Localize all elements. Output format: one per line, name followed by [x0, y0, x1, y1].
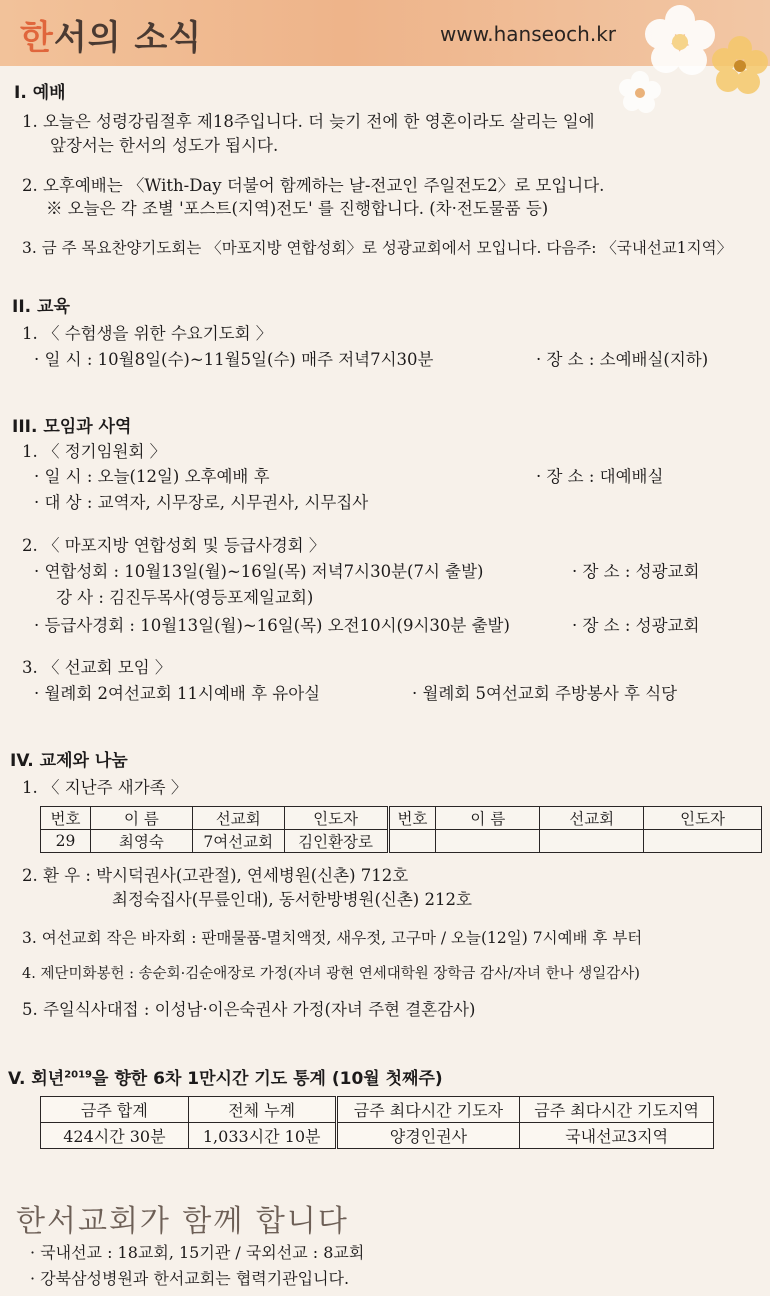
table-cell: 국내선교3지역	[520, 1123, 714, 1149]
header-cell: 번호	[388, 807, 436, 830]
footer-title: 한서교회가 함께 합니다	[16, 1204, 349, 1239]
new-family-title: 1. 〈 지난주 새가족 〉	[22, 778, 188, 797]
meeting-2-revival-place: · 장 소 : 성광교회	[572, 562, 700, 581]
table-row	[41, 1123, 714, 1149]
header-cell: 금주 최다시간 기도지역	[520, 1097, 714, 1123]
worship-item-2: 2. 오후예배는 〈With-Day 더불어 함께하는 날-전교인 주일전도2〉로 모입니다.	[22, 176, 605, 195]
header-cell: 금주 최다시간 기도자	[336, 1097, 520, 1123]
meeting-1-target: · 대 상 : 교역자, 시무장로, 시무권사, 시무집사	[34, 493, 369, 512]
header-cell: 번호	[41, 807, 91, 830]
table-cell	[388, 830, 436, 853]
table-cell: 최영숙	[90, 830, 192, 853]
page-title	[20, 10, 202, 59]
worship-item-1: 1. 오늘은 성령강림절후 제18주입니다. 더 늦기 전에 한 영혼이라도 살리는 일에	[22, 112, 595, 131]
header-cell: 선교회	[540, 807, 644, 830]
table-row	[41, 830, 762, 853]
meeting-2-revival: · 연합성회 : 10월13일(월)~16일(목) 저녁7시30분(7시 출발)	[34, 562, 484, 581]
meeting-1-place: · 장 소 : 대예배실	[536, 467, 664, 486]
meeting-2-speaker: 강 사 : 김진두목사(영등포제일교회)	[56, 588, 314, 607]
prayer-heading-a: V. 회년	[8, 1069, 65, 1089]
table-cell: 1,033시간 10분	[188, 1123, 336, 1149]
table-cell	[540, 830, 644, 853]
footer-partner: · 강북삼성병원과 한서교회는 협력기관입니다.	[30, 1269, 350, 1288]
table-header-row	[41, 807, 762, 830]
meeting-2-class-place: · 장 소 : 성광교회	[572, 616, 700, 635]
header-cell: 인도자	[284, 807, 388, 830]
header-cell: 금주 합계	[41, 1097, 189, 1123]
header-cell: 선교회	[192, 807, 284, 830]
header-cell: 이 름	[436, 807, 540, 830]
altar-flowers-item: 4. 제단미화봉헌 : 송순회·김순애장로 가정(자녀 광현 연세대학원 장학금 감사/자녀 한나 생일감사)	[22, 966, 640, 982]
header-cell: 인도자	[644, 807, 762, 830]
title-accent: 한	[20, 18, 54, 58]
prayer-heading-b: 을 향한 6차 1만시간 기도 통계 (10월 첫째주)	[92, 1069, 443, 1089]
table-cell: 424시간 30분	[41, 1123, 189, 1149]
table-cell: 7여선교회	[192, 830, 284, 853]
meeting-1-title: 1. 〈 정기임원회 〉	[22, 442, 167, 461]
title-rest: 서의 소식	[53, 18, 203, 58]
header-cell: 이 름	[90, 807, 192, 830]
meeting-3-title: 3. 〈 선교회 모임 〉	[22, 658, 172, 677]
footer-missions: · 국내선교 : 18교회, 15기관 / 국외선교 : 8교회	[30, 1243, 365, 1262]
meeting-3-item-b: · 월례회 5여선교회 주방봉사 후 식당	[412, 684, 678, 703]
website-link[interactable]: www.hanseoch.kr	[440, 22, 616, 46]
table-cell: 김인환장로	[284, 830, 388, 853]
education-item-1: 1. 〈 수험생을 위한 수요기도회 〉	[22, 324, 273, 343]
new-family-table	[40, 806, 762, 853]
education-place: · 장 소 : 소예배실(지하)	[536, 350, 709, 369]
worship-item-1-cont: 앞장서는 한서의 성도가 됩시다.	[50, 136, 279, 155]
section-heading-fellowship: IV. 교제와 나눔	[10, 751, 128, 771]
meeting-1-time: · 일 시 : 오늘(12일) 오후예배 후	[34, 467, 270, 486]
section-heading-prayer-stats	[8, 1064, 443, 1089]
bazaar-item: 3. 여선교회 작은 바자회 : 판매물품-멸치액젓, 새우젓, 고구마 / 오늘(12일) 7시예배 후 부터	[22, 929, 643, 947]
table-cell: 양경인권사	[336, 1123, 520, 1149]
prayer-stats-table	[40, 1096, 714, 1149]
education-schedule: · 일 시 : 10월8일(수)~11월5일(수) 매주 저녁7시30분	[34, 350, 434, 369]
meal-hosting-item: 5. 주일식사대접 : 이성남·이은숙권사 가정(자녀 주현 결혼감사)	[22, 1000, 476, 1019]
patients-line-1: 2. 환 우 : 박시덕권사(고관절), 연세병원(신촌) 712호	[22, 866, 409, 885]
table-cell	[436, 830, 540, 853]
meeting-2-title: 2. 〈 마포지방 연합성회 및 등급사경회 〉	[22, 536, 326, 555]
section-heading-meetings: III. 모임과 사역	[12, 417, 132, 437]
table-cell: 29	[41, 830, 91, 853]
section-heading-worship: I. 예배	[14, 83, 66, 103]
meeting-3-item-a: · 월례회 2여선교회 11시예배 후 유아실	[34, 684, 321, 703]
flower-decoration-icon	[600, 0, 770, 120]
table-header-row	[41, 1097, 714, 1123]
prayer-heading-sup: 2019	[64, 1069, 93, 1081]
header-cell: 전체 누계	[188, 1097, 336, 1123]
meeting-2-class: · 등급사경회 : 10월13일(월)~16일(목) 오전10시(9시30분 출발)	[34, 616, 510, 635]
section-heading-education: II. 교육	[12, 297, 70, 317]
worship-item-2-note: ※ 오늘은 각 조별 '포스트(지역)전도' 를 진행합니다. (차·전도물품 등)	[46, 199, 549, 218]
table-cell	[644, 830, 762, 853]
patients-line-2: 최정숙집사(무릎인대), 동서한방병원(신촌) 212호	[112, 890, 472, 909]
worship-item-3: 3. 금 주 목요찬양기도회는 〈마포지방 연합성회〉로 성광교회에서 모입니다. 다음주: 〈국내선교1지역〉	[22, 239, 733, 257]
